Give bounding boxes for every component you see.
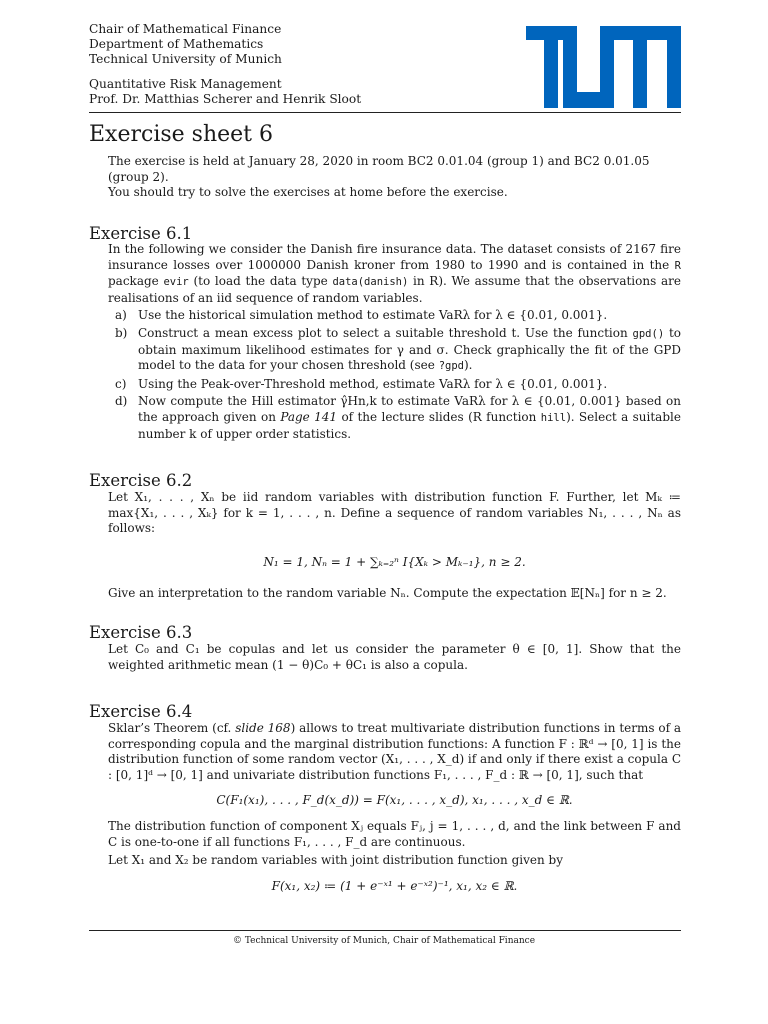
header-line-university: Technical University of Munich [89,52,282,67]
exercise-6-4-formula-sklar: C(F₁(x₁), . . . , F_d(x_d)) = F(x₁, . . . , x_d), x₁, . . . , x_d ∈ ℝ. [216,793,573,808]
intro-line-2: You should try to solve the exercises at home before the exercise. [108,185,508,199]
list-item: b) Construct a mean excess plot to select a suitable threshold t. Use the function gpd() to obtain maximum likelihood estimates for γ and σ. Check graphically the fit of the GPD model to the data for your chosen threshold (see ?gpd). [115,325,681,373]
exercise-6-3-body [108,642,681,673]
sheet-title: Exercise sheet 6 [89,122,273,147]
exercise-6-4-text-3: Let X₁ and X₂ be random variables with joint distribution function given by [108,853,563,868]
exercise-6-4-formula-joint: F(x₁, x₂) ≔ (1 + e⁻ˣ¹ + e⁻ˣ²)⁻¹, x₁, x₂ ∈ ℝ. [271,878,518,893]
footer-copyright: © Technical University of Munich, Chair of Mathematical Finance [232,936,536,946]
exercise-6-4-body [108,721,681,894]
exercise-6-1-body [108,242,681,444]
header-lecturers: Prof. Dr. Matthias Scherer and Henrik Sloot [89,91,362,106]
intro [108,154,683,201]
exercise-6-2-body [108,490,681,602]
exercise-6-3-text: Let C₀ and C₁ be copulas and let us consider the parameter θ ∈ [0, 1]. Show that the weighted arithmetic mean (1 − θ)C₀ + θC₁ is also a copula. [108,642,681,672]
exercise-6-3-title: Exercise 6.3 [89,623,193,642]
list-item: d) Now compute the Hill estimator γ̂Hn,k to estimate VaRλ for λ ∈ {0.01, 0.001} based on the approach given on Page 141 of the lecture slides (R function hill). Select a suitable number k of upper order statistics. [115,394,681,441]
header-course: Quantitative Risk Management [89,76,282,91]
exercise-6-4-text-2: The distribution function of component Xⱼ equals Fⱼ, j = 1, . . . , d, and the link between F and C is one-to-one if all functions F₁, . . . , F_d are continuous. [108,818,681,849]
footer-divider [89,930,681,931]
exercise-6-1-items [108,308,681,442]
exercise-6-4-text-1: Sklar’s Theorem (cf. slide 168) allows to treat multivariate distribution functions in terms of a corresponding copula and the marginal distribution functions: A function F : ℝᵈ → [0, 1] is the distribution function of some random vector (X₁, . . . , X_d) if and only if there exist a copula C : [0, 1]ᵈ → [0, 1] and univariate distribution functions F₁, . . . , F_d : ℝ → [0, 1], such that [108,721,682,782]
list-item: a) Use the historical simulation method to estimate VaRλ for λ ∈ {0.01, 0.001}. [115,308,608,323]
intro-line-1: The exercise is held at January 28, 2020 in room BC2 0.01.04 (group 1) and BC2 0.01.05 (group 2). [108,154,650,184]
header-line-chair: Chair of Mathematical Finance [89,22,282,36]
tum-logo [526,26,681,108]
header-affiliation [89,22,361,107]
list-item: c) Using the Peak-over-Threshold method, estimate VaRλ for λ ∈ {0.01, 0.001}. [115,376,608,391]
exercise-6-2-text-1: Let X₁, . . . , Xₙ be iid random variables with distribution function F. Further, let Mₖ ≔ max{X₁, . . . , Xₖ} for k = 1, . . . , n. Define a sequence of random variables N₁, . . . , Nₙ as follows: [108,490,681,536]
exercise-6-1-title: Exercise 6.1 [89,224,193,243]
exercise-6-2-formula: N₁ = 1, Nₙ = 1 + ∑ₖ₌₂ⁿ I{Xₖ > Mₖ₋₁}, n ≥ 2. [263,554,526,569]
exercise-6-2-text-2: Give an interpretation to the random variable Nₙ. Compute the expectation 𝔼[Nₙ] for n ≥ 2. [108,586,667,601]
header-divider [89,112,681,113]
exercise-6-2-title: Exercise 6.2 [89,471,193,490]
header-line-department: Department of Mathematics [89,37,264,52]
exercise-6-4-title: Exercise 6.4 [89,702,193,721]
exercise-6-1-intro: In the following we consider the Danish fire insurance data. The dataset consists of 2167 fire insurance losses over 1000000 Danish kroner from 1980 to 1990 and is contained in the R package evir (to load the data type data(danish) in R). We assume that the observations are realisations of an iid sequence of random variables. [108,242,681,305]
